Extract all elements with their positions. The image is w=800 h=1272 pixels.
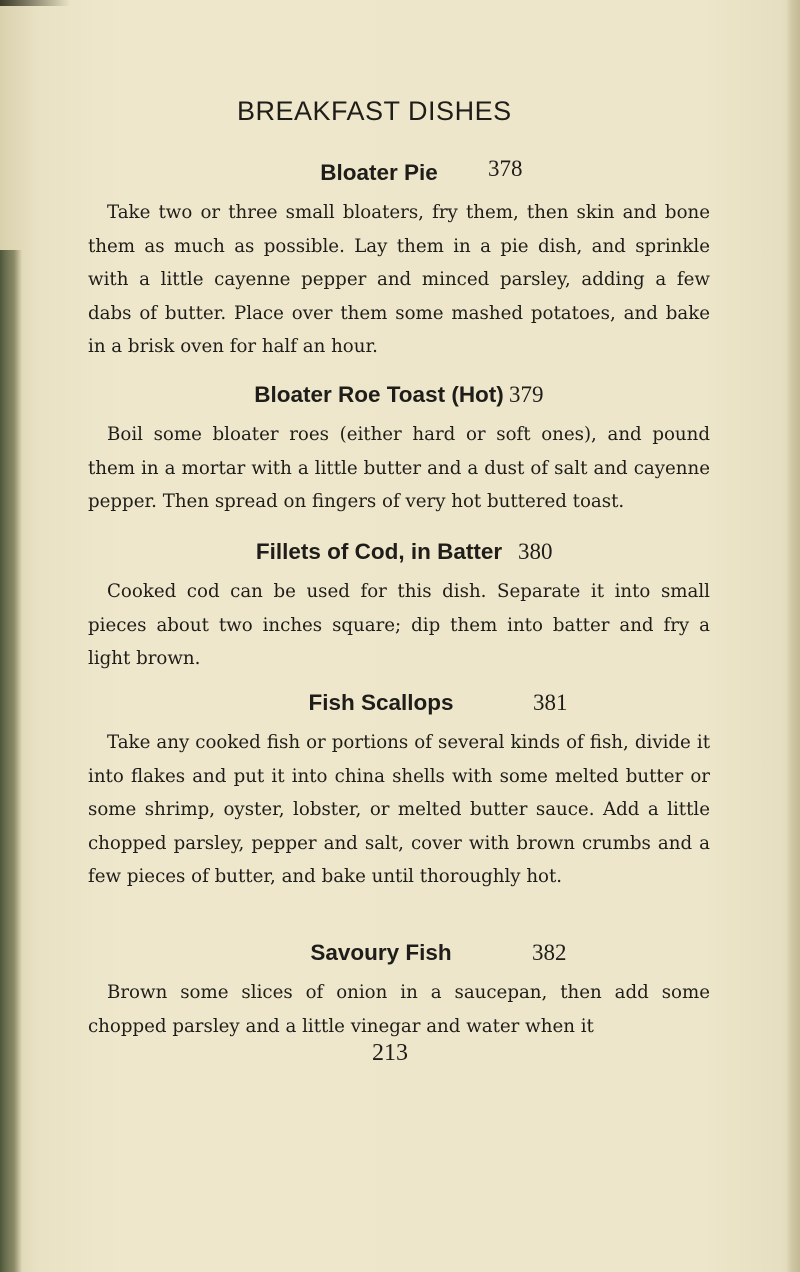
recipe-heading	[88, 382, 710, 418]
page-edge-shadow-top	[0, 0, 70, 6]
recipe-heading	[88, 156, 710, 196]
running-head: BREAKFAST DISHES	[237, 96, 512, 126]
recipe-378	[88, 156, 710, 364]
recipe-heading	[88, 940, 710, 976]
recipe-title: Fish Scallops	[308, 690, 454, 715]
recipe-heading	[88, 539, 710, 575]
recipe-381	[88, 690, 710, 894]
recipe-number: 381	[533, 690, 568, 715]
recipe-382	[88, 940, 710, 1043]
recipe-text: Cooked cod can be used for this dish. Separate it into small pieces about two inches square; dip them into batter and fry a light brown.	[88, 581, 710, 669]
recipe-379	[88, 382, 710, 519]
recipe-number: 380	[518, 539, 553, 564]
recipe-text: Take two or three small bloaters, fry them, then skin and bone them as much as possible. Lay them in a pie dish, and sprinkle with a little cayenne pepper and minced parsley, adding a few dabs of butter. Place over them some mashed potatoes, and bake in a brisk oven for half an hour.	[88, 202, 710, 357]
page-edge-shadow-left	[0, 250, 22, 1272]
recipe-heading	[88, 690, 710, 726]
recipe-text: Boil some bloater roes (either hard or soft ones), and pound them in a mortar with a little butter and a dust of salt and cayenne pepper. Then spread on fingers of very hot buttered toast.	[88, 424, 710, 512]
recipe-text: Brown some slices of onion in a saucepan, then add some chopped parsley and a little vinegar and water when it	[88, 982, 710, 1037]
recipe-text: Take any cooked fish or portions of several kinds of fish, divide it into flakes and put it into china shells with some melted butter or some shrimp, oyster, lobster, or melted butter sauce. Add a little chopped parsley, pepper and salt, cover with brown crumbs and a few pieces of butter, and bake until thoroughly hot.	[88, 732, 710, 887]
recipe-title: Bloater Roe Toast (Hot)	[254, 382, 504, 407]
recipe-380	[88, 539, 710, 676]
recipe-title: Bloater Pie	[320, 160, 438, 185]
recipe-title: Savoury Fish	[310, 940, 452, 965]
recipe-number: 382	[532, 940, 567, 965]
page-number: 213	[372, 1040, 408, 1066]
recipe-number: 379	[509, 382, 544, 407]
recipe-title: Fillets of Cod, in Batter	[255, 539, 503, 564]
recipe-number: 378	[488, 156, 523, 181]
page-edge-shadow-right	[786, 0, 800, 1272]
